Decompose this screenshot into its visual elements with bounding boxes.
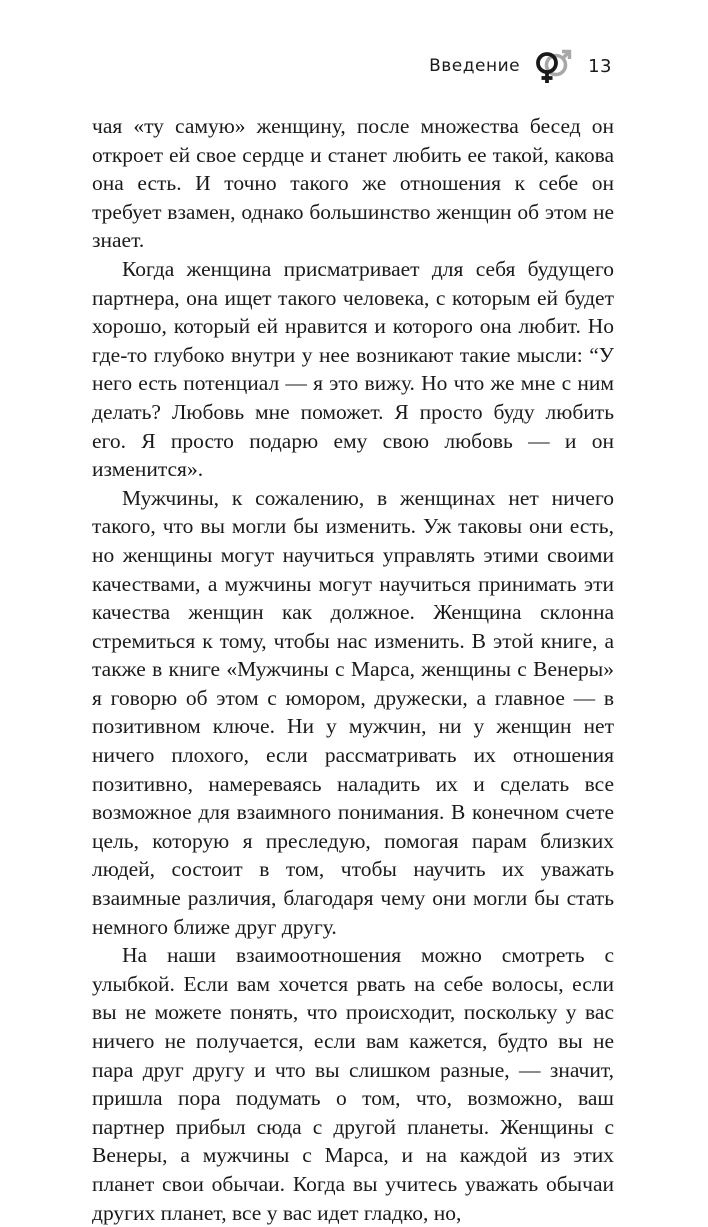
section-title: Введение xyxy=(429,56,521,76)
paragraph-1: чая «ту самую» женщину, после множества бесед он откроет ей свое сердце и станет любить ее такой, какова она есть. И точно такого же отношения к себе он требует взамен, однако большинство женщин об этом не знает. xyxy=(92,114,614,253)
paragraph-3: Мужчины, к сожалению, в женщинах нет ничего такого, что вы могли бы изменить. Уж таковы они есть, но женщины могут научиться управлять этими своими качествами, а мужчины могут научиться принимать эти качества женщин как должное. Женщина склонна стремиться к тому, чтобы нас изменить. В этой книге, а также в книге «Мужчины с Марса, женщины с Венеры» я говорю об этом с юмором, дружески, а главное — в позитивном ключе. Ни у мужчин, ни у женщин нет ничего плохого, если рассматривать их отношения позитивно, намереваясь наладить их и сделать все возможное для взаимного понимания. В конечном счете цель, которую я преследую, помогая парам близких людей, состоит в том, чтобы научить их уважать взаимные различия, благодаря чему они могли бы стать немного ближе друг другу. xyxy=(92,485,614,939)
running-head xyxy=(429,46,612,86)
page-number: 13 xyxy=(588,55,612,77)
body-text xyxy=(92,112,614,1227)
paragraph-2: Когда женщина присматривает для себя будущего партнера, она ищет такого человека, с которым ей будет хорошо, который ей нравится и которого она любит. Но где-то глубоко внутри у нее возникают такие мысли: “У него есть потенциал — я это вижу. Но что же мне с ним делать? Любовь мне поможет. Я просто буду любить его. Я просто подарю ему свою любовь — и он изменится». xyxy=(92,256,614,482)
paragraph-4: На наши взаимоотношения можно смотреть с улыбкой. Если вам хочется рвать на себе волосы, если вы не можете понять, что происходит, поскольку у вас ничего не получается, если вам кажется, будто вы не пара друг другу и что вы слишком разные, — значит, пришла пора подумать о том, что, возможно, ваш партнер прибыл сюда с другой планеты. Женщины с Венеры, а мужчины с Марса, и на каждой из этих планет свои обычаи. Когда вы учитесь уважать обычаи других планет, все у вас идет гладко, но, xyxy=(92,943,614,1225)
venus-mars-icon xyxy=(534,46,574,86)
